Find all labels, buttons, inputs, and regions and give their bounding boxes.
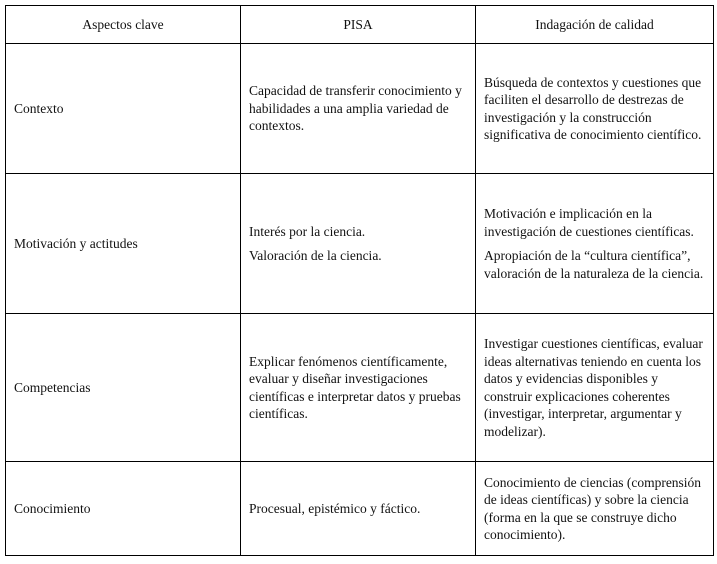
cell-indagacion (476, 462, 714, 556)
cell-text: Capacidad de transferir conocimiento y habilidades a una amplia variedad de contextos. (249, 83, 462, 134)
comparison-table (5, 5, 714, 556)
cell-text: Conocimiento de ciencias (comprensión de ideas científicas) y sobre la ciencia (forma en la que se construye dicho conocimiento). (484, 474, 702, 542)
cell-aspect: Contexto (6, 44, 241, 174)
cell-text: Apropiación de la “cultura científica”, valoración de la naturaleza de la ciencia. (484, 248, 704, 281)
cell-text: Motivación e implicación en la investigación de cuestiones científicas. (484, 206, 694, 239)
cell-pisa (241, 314, 476, 462)
cell-indagacion (476, 44, 714, 174)
cell-aspect: Motivación y actitudes (6, 174, 241, 314)
cell-text: Procesual, epistémico y fáctico. (249, 500, 421, 516)
header-indagacion: Indagación de calidad (476, 6, 714, 44)
cell-text: Interés por la ciencia. (249, 223, 366, 239)
cell-text: Explicar fenómenos científicamente, evaluar y diseñar investigaciones científicas e interpretar datos y pruebas científicas. (249, 353, 461, 421)
cell-pisa (241, 44, 476, 174)
cell-text: Valoración de la ciencia. (249, 248, 382, 263)
cell-text: Investigar cuestiones científicas, evaluar ideas alternativas teniendo en cuenta los datos y evidencias disponibles y construir explicaciones coherentes (investigar, interpretar, argumentar y modelizar). (484, 336, 703, 439)
header-row (6, 6, 714, 44)
cell-pisa (241, 174, 476, 314)
cell-indagacion (476, 174, 714, 314)
table-row-motivacion (6, 174, 714, 314)
header-aspectos-clave: Aspectos clave (6, 6, 241, 44)
table-row-competencias (6, 314, 714, 462)
cell-aspect: Conocimiento (6, 462, 241, 556)
cell-pisa (241, 462, 476, 556)
header-pisa: PISA (241, 6, 476, 44)
table-row-contexto (6, 44, 714, 174)
cell-aspect: Competencias (6, 314, 241, 462)
cell-indagacion (476, 314, 714, 462)
cell-text: Búsqueda de contextos y cuestiones que faciliten el desarrollo de destrezas de investigación y la construcción significativa de conocimiento científico. (484, 74, 702, 142)
table-row-conocimiento (6, 462, 714, 556)
